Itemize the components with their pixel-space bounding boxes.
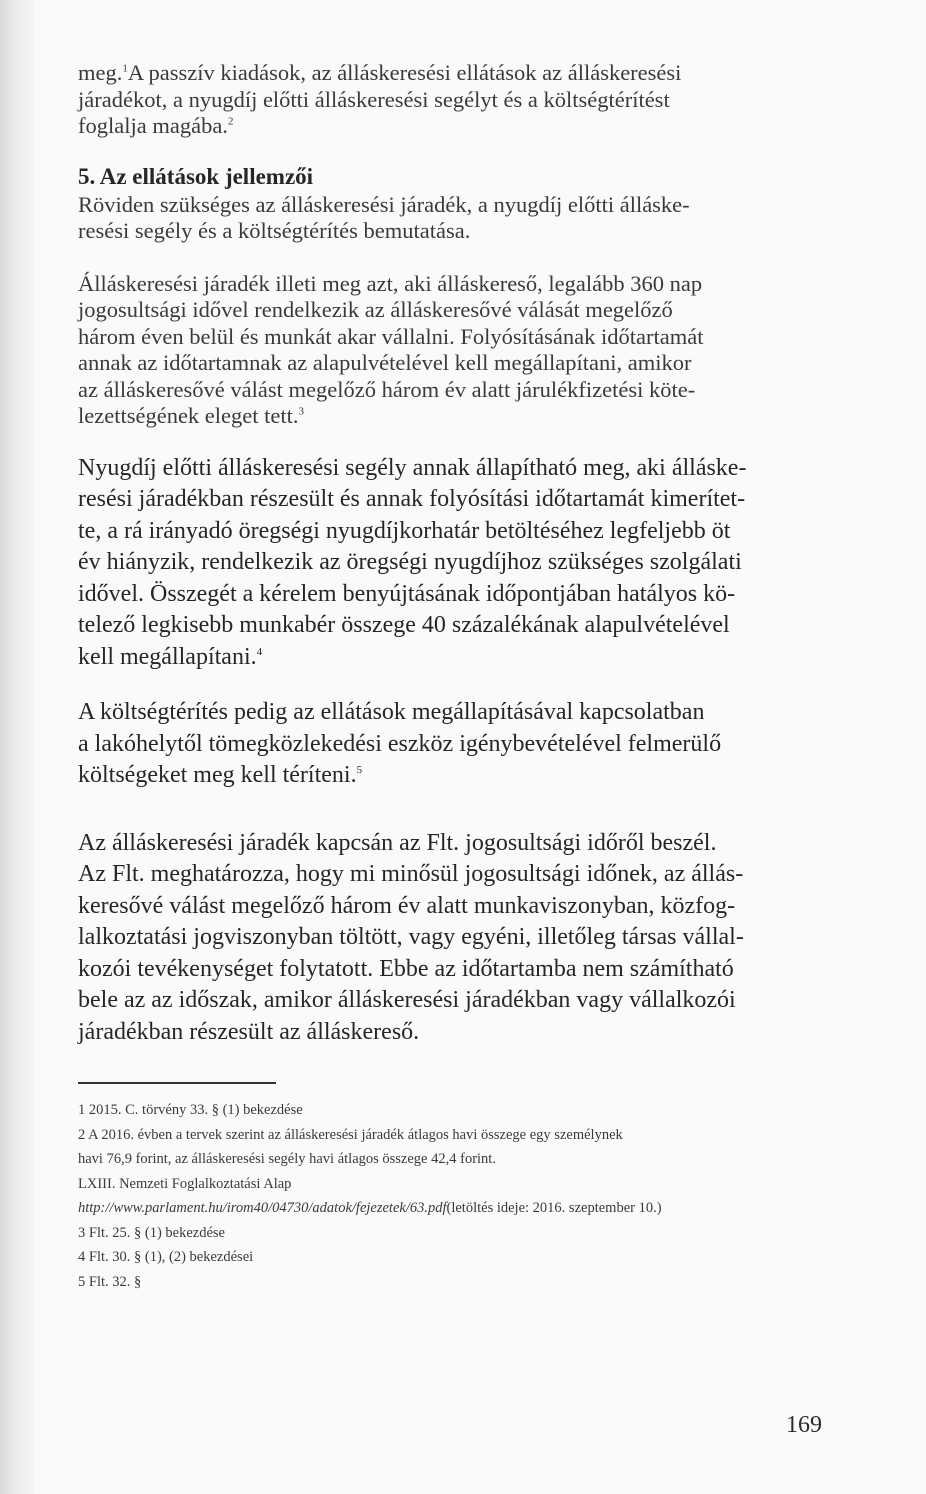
footnote-ref[interactable]: 1 [122, 62, 128, 75]
text-line: járadékban részesült az álláskereső. [78, 1018, 420, 1045]
text-line: Nyugdíj előtti álláskeresési segély annak állapítható meg, aki álláske- [78, 454, 747, 481]
footnote-2-link-line [78, 1196, 840, 1221]
text-line: Álláskeresési járadék illeti meg azt, aki álláskereső, legalább 360 nap [78, 270, 703, 296]
footnote-ref[interactable]: 5 [356, 764, 363, 776]
paragraph-eligibility-period [78, 828, 840, 1049]
text-line: keresővé válást megelőző három év alatt munkaviszonyban, közfog- [78, 892, 736, 919]
text-line: év hiányzik, rendelkezik az öregségi nyugdíjhoz szükséges szolgálati [78, 549, 742, 575]
text-line: idővel. Összegét a kérelem benyújtásának időpontjában hatályos kö- [78, 580, 736, 607]
footnote-ref[interactable]: 4 [256, 645, 263, 658]
section-lead [78, 192, 840, 245]
source-link[interactable]: http://www.parlament.hu/irom40/04730/adatok/fejezetek/63.pdf [78, 1200, 447, 1216]
intro-paragraph [78, 60, 840, 140]
text-line: Az álláskeresési járadék kapcsán az Flt. jogosultsági időről beszél. [78, 829, 717, 856]
text-line: kell megállapítani.$^4$ [78, 643, 263, 670]
paragraph-cost-reimbursement [78, 697, 840, 792]
paragraph-pre-pension-aid [78, 453, 840, 674]
text-line: költségeket meg kell téríteni.$^5$ [78, 762, 363, 788]
footnote-ref[interactable]: 2 [227, 115, 234, 128]
text-line: az álláskeresővé válást megelőző három év alatt járulékfizetési köte- [78, 376, 696, 402]
text-line: A költségtérítés pedig az ellátások megállapításával kapcsolatban [78, 699, 705, 725]
footnote-ref[interactable]: 3 [298, 405, 305, 418]
section-heading: 5. Az ellátások jellemzői [78, 163, 314, 189]
footnote-5: 5 Flt. 32. § [78, 1273, 142, 1290]
footnote-divider [78, 1082, 276, 1084]
text-line: resési járadékban részesült és annak folyósítási időtartamát kimerítet- [78, 486, 746, 512]
text-line: foglalja magába.$^2$ [78, 113, 234, 138]
book-page [78, 60, 840, 1294]
footnote-3: 3 Flt. 25. § (1) bekezdése [78, 1224, 225, 1241]
footnotes [78, 1098, 840, 1294]
text-line: járadékot, a nyugdíj előtti álláskeresési segélyt és a költségtérítést [78, 86, 670, 112]
text-line: kozói tevékenységet folytatott. Ebbe az időtartamba nem számítható [78, 955, 734, 982]
text-line: te, a rá irányadó öregségi nyugdíjkorhatár betöltéséhez legfeljebb öt [78, 517, 731, 544]
footnote-2-continued: havi 76,9 forint, az álláskeresési segély havi átlagos összege 42,4 forint. [78, 1151, 496, 1167]
text-line: lezettségének eleget tett.$^3$ [78, 403, 305, 428]
text-line: resési segély és a költségtérítés bemutatása. [78, 218, 471, 243]
book-spine-shadow [0, 0, 34, 1494]
text-line: bele az az időszak, amikor álláskeresési járadékban vagy vállalkozói [78, 987, 736, 1013]
footnote-4: 4 Flt. 30. § (1), (2) bekezdései [78, 1249, 254, 1265]
footnote-2-source: LXIII. Nemzeti Foglalkoztatási Alap [78, 1175, 292, 1192]
paragraph-jobseeker-allowance [78, 271, 840, 430]
text-line: lalkoztatási jogviszonyban töltött, vagy egyéni, illetőleg társas vállal- [78, 924, 744, 950]
text-line: meg.$^1$A passzív kiadások, az álláskeresési ellátások az álláskeresési [78, 60, 682, 85]
page-number: 169 [786, 1412, 822, 1438]
footnote-1: 1 2015. C. törvény 33. § (1) bekezdése [78, 1102, 303, 1118]
text-line: jogosultsági idővel rendelkezik az álláskeresővé válását megelőző [78, 297, 673, 322]
text-line: a lakóhelytől tömegközlekedési eszköz igénybevételével felmerülő [78, 730, 722, 757]
text-line: Az Flt. meghatározza, hogy mi minősül jogosultsági időnek, az állás- [78, 861, 744, 887]
text-line: három éven belül és munkát akar vállalni. Folyósításának időtartamát [78, 323, 704, 349]
text-line: annak az időtartamnak az alapulvételével kell megállapítani, amikor [78, 350, 692, 375]
access-date: (letöltés ideje: 2016. szeptember 10.) [446, 1200, 662, 1216]
text-line: Röviden szükséges az álláskeresési járadék, a nyugdíj előtti álláske- [78, 191, 690, 217]
text-line: telező legkisebb munkabér összege 40 százalékának alapulvételével [78, 612, 730, 638]
footnote-2: 2 A 2016. évben a tervek szerint az álláskeresési járadék átlagos havi összege egy személynek [78, 1126, 623, 1143]
